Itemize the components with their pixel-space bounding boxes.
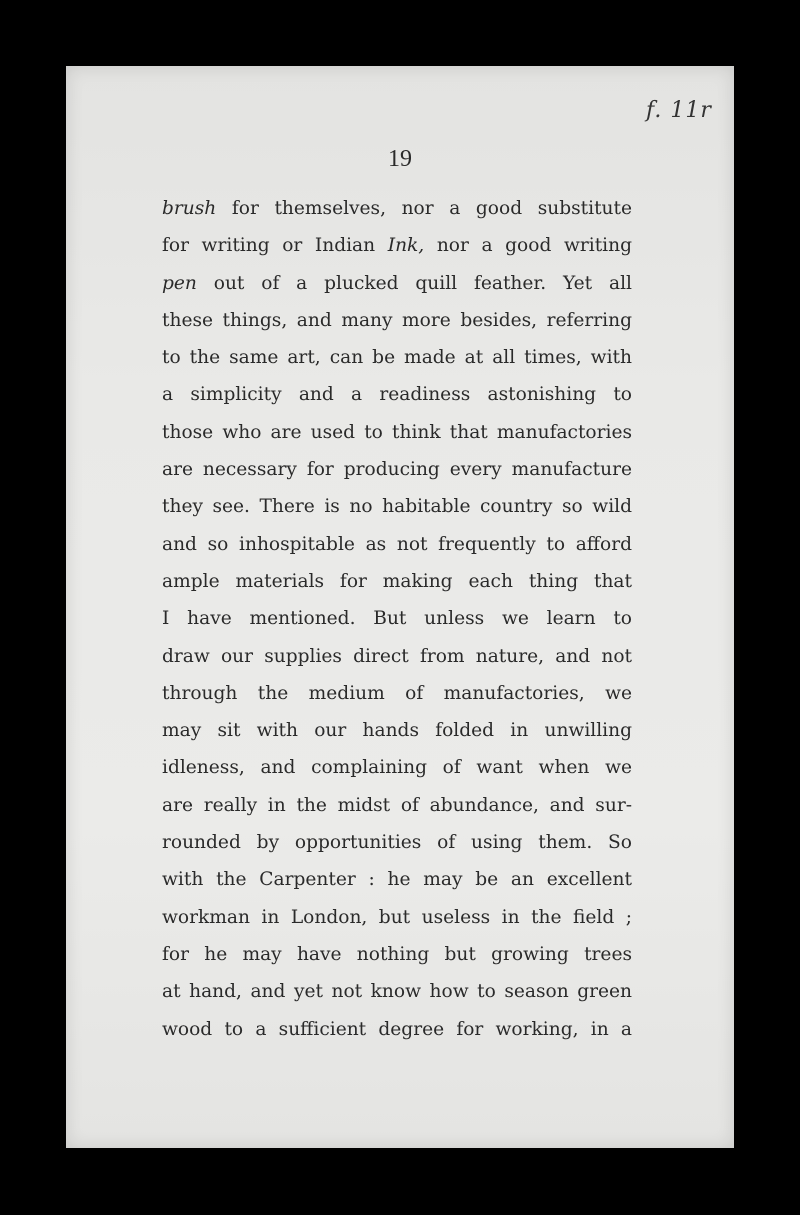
- text-line-segment: at hand, and yet not know how to season green: [162, 981, 632, 1003]
- text-line: [162, 227, 632, 264]
- text-line-segment: for themselves, nor a good substitute: [216, 198, 632, 219]
- text-line-segment: with the Carpenter : he may be an excellent: [162, 869, 632, 891]
- text-line: [162, 861, 632, 898]
- text-line: [162, 973, 632, 1010]
- text-line-segment: rounded by opportunities of using them. So: [162, 832, 632, 854]
- text-line-segment: idleness, and complaining of want when we: [162, 757, 632, 779]
- text-line-segment: through the medium of manufactories, we: [162, 682, 632, 704]
- text-line-segment: they see. There is no habitable country so wild: [162, 496, 632, 518]
- text-line: [162, 488, 632, 525]
- text-line-segment: are really in the midst of abundance, and sur-: [162, 794, 632, 816]
- text-line-segment: out of a plucked quill feather. Yet all: [196, 272, 632, 294]
- text-line: [162, 787, 632, 824]
- text-line-segment: for writing or Indian: [162, 235, 388, 257]
- text-line: [162, 526, 632, 563]
- text-line: [162, 749, 632, 786]
- italic-word: brush: [162, 198, 217, 219]
- text-line-segment: ample materials for making each thing that: [162, 570, 632, 592]
- text-line-segment: workman in London, but useless in the field ;: [162, 906, 632, 928]
- page-number: 19: [388, 146, 412, 172]
- text-line: [162, 675, 632, 712]
- body-text: [162, 190, 632, 1048]
- text-line-segment: may sit with our hands folded in unwilling: [162, 720, 632, 742]
- text-line: [162, 712, 632, 749]
- text-line: [162, 563, 632, 600]
- text-line: [162, 899, 632, 936]
- text-line: [162, 1011, 632, 1048]
- text-line-segment: I have mentioned. But unless we learn to: [162, 608, 632, 630]
- text-line: [162, 265, 632, 302]
- italic-word: pen: [162, 272, 197, 294]
- text-line-segment: are necessary for producing every manufacture: [162, 459, 632, 481]
- italic-word: Ink,: [387, 235, 425, 257]
- text-line-segment: and so inhospitable as not frequently to afford: [162, 533, 632, 555]
- text-line-segment: to the same art, can be made at all times, with: [162, 347, 632, 369]
- text-line-segment: wood to a sufficient degree for working, in a: [162, 1018, 632, 1040]
- text-line: [162, 638, 632, 675]
- text-line: [162, 824, 632, 861]
- text-line: [162, 414, 632, 451]
- text-line-segment: a simplicity and a readiness astonishing to: [162, 384, 632, 406]
- text-line-segment: those who are used to think that manufactories: [162, 421, 632, 443]
- text-line: [162, 302, 632, 339]
- folio-annotation: f. 11r: [646, 98, 712, 123]
- text-line-segment: these things, and many more besides, referring: [162, 309, 632, 331]
- text-line-segment: for he may have nothing but growing trees: [162, 943, 632, 965]
- text-line: [162, 190, 632, 227]
- text-line-segment: draw our supplies direct from nature, and not: [162, 645, 632, 667]
- text-line: [162, 936, 632, 973]
- text-line: [162, 339, 632, 376]
- text-line: [162, 451, 632, 488]
- text-line: [162, 600, 632, 637]
- text-line: [162, 376, 632, 413]
- text-line-segment: nor a good writing: [424, 235, 632, 257]
